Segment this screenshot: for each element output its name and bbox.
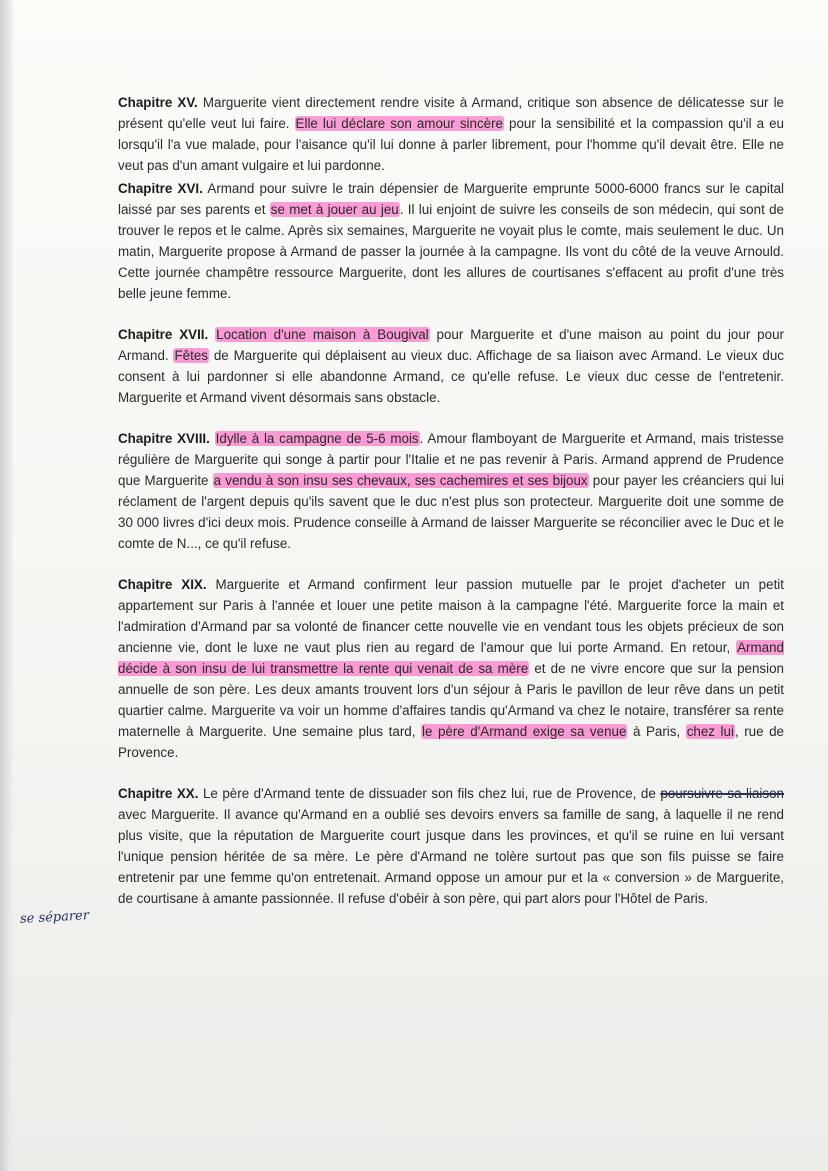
chapter-title: Chapitre XIX. [118,577,207,592]
chapter-paragraph [118,574,784,763]
chapter-paragraph [118,324,784,408]
paragraph-gap [118,554,784,574]
chapter-title: Chapitre XV. [118,95,198,110]
body-text [210,431,215,446]
body-text: pour Marguerite et d'une maison au point du jour pour Armand. [118,327,784,363]
paragraph-gap [118,304,784,324]
chapter-title: Chapitre XVI. [118,181,203,196]
paragraph-gap [118,408,784,428]
highlighted-text: chez lui [686,724,734,739]
struck-text: poursuivre sa liaison [660,786,784,801]
chapter-paragraph [118,178,784,304]
body-text: . Amour flamboyant de Marguerite et Armand, mais tristesse régulière de Marguerite qui songe à partir pour l'Italie et ne pas revenir à Paris. Armand apprend de Prudence que Marguerite [118,431,784,488]
chapter-paragraph [118,428,784,554]
body-text: . Il lui enjoint de suivre les conseils de son médecin, qui sont de trouver le repos et le calme. Après six semaines, Marguerite ne voyait plus le comte, mais seulement le duc. Un matin, Marguerite propose à Armand de passer la journée à la campagne. Ils vont du côté de la veuve Arnould. Cette journée champêtre ressource Marguerite, dont les allures de courtisanes s'effacent au profit d'une très belle jeune femme. [118,202,784,301]
body-text: Armand pour suivre le train dépensier de Marguerite emprunte 5000-6000 francs sur le capital laissé par ses parents et [118,181,784,217]
highlighted-text: Fêtes [174,348,208,363]
chapter-title: Chapitre XVII. [118,327,209,342]
body-text: Le père d'Armand tente de dissuader son fils chez lui, rue de Provence, de [198,786,661,801]
body-text: Marguerite vient directement rendre visite à Armand, critique son absence de délicatesse sur le présent qu'elle veut lui faire. [118,95,785,131]
paragraph-gap [118,763,784,783]
body-text: , rue de Provence. [118,724,784,760]
highlighted-text: Elle lui déclare son amour sincère [295,116,504,131]
highlighted-text: Armand décide à son insu de lui transmettre la rente qui venait de sa mère [118,640,784,676]
highlighted-text: Idylle à la campagne de 5-6 mois [215,431,419,446]
highlighted-text: se met à jouer au jeu [270,202,399,217]
body-text: de Marguerite qui déplaisent au vieux duc. Affichage de sa liaison avec Armand. Le vieux duc consent à lui pardonner si elle abandonne Armand, ce qu'elle refuse. Le vieux duc cesse de l'entretenir. Marguerite et Armand vivent désormais sans obstacle. [118,348,784,405]
handwritten-margin-note: se séparer [19,908,90,927]
paper-edge [0,0,14,1171]
chapter-title: Chapitre XVIII. [118,431,210,446]
body-text: à Paris, [627,724,686,739]
highlighted-text: le père d'Armand exige sa venue [421,724,627,739]
chapter-title: Chapitre XX. [118,786,199,801]
chapter-paragraph [118,92,784,176]
highlighted-text: Location d'une maison à Bougival [216,327,429,342]
document-body [118,92,784,909]
body-text: avec Marguerite. Il avance qu'Armand en a oublié ses devoirs envers sa famille de sang, à laquelle il ne rend plus visite, que la réputation de Marguerite court jusque dans les provinces, et qu'il se ruine en lui versant l'unique pension héritée de sa mère. Le père d'Armand ne tolère surtout pas que son fils puisse se faire entretenir par une femme qu'on entretenait. Armand oppose un amour pur et la « conversion » de Marguerite, de courtisane à amante passionnée. Il refuse d'obéir à son père, qui part alors pour l'Hôtel de Paris. [118,807,784,906]
highlighted-text: a vendu à son insu ses chevaux, ses cachemires et ses bijoux [213,473,588,488]
body-text: pour payer les créanciers qui lui réclament de l'argent depuis qu'ils savent que le duc n'est plus son protecteur. Marguerite doit une somme de 30 000 livres d'ici deux mois. Prudence conseille à Armand de laisser Marguerite se réconcilier avec le Duc et le comte de N..., ce qu'il refuse. [118,473,784,551]
chapter-paragraph [118,783,784,909]
body-text: pour la sensibilité et la compassion qu'il a eu lorsqu'il l'a vue malade, pour l'aisance qu'il lui donne à parler librement, pour l'homme qu'il devait être. Elle ne veut pas d'un amant vulgaire et lui pardonne. [118,116,784,173]
body-text: et de ne vivre encore que sur la pension annuelle de son père. Les deux amants trouvent lors d'un séjour à Paris le pavillon de leur rêve dans un petit quartier calme. Marguerite va voir un homme d'affaires tandis qu'Armand va chez le notaire, transférer sa rente maternelle à Marguerite. Une semaine plus tard, [118,661,784,739]
body-text: Marguerite et Armand confirment leur passion mutuelle par le projet d'acheter un petit appartement sur Paris à l'année et louer une petite maison à la campagne l'été. Marguerite force la main et l'admiration d'Armand par sa volonté de financer cette nouvelle vie en vendant tous les objets précieux de son ancienne vie, dont le luxe ne vaut plus rien au regard de l'amour que lui porte Armand. En retour, [118,577,784,655]
